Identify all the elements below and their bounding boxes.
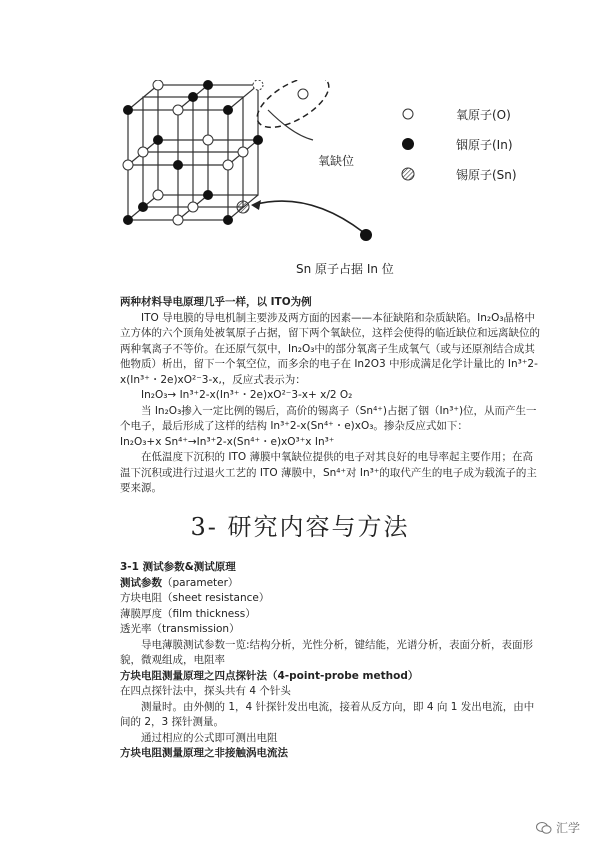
legend-tin-label: 锡原子(Sn) [456, 168, 517, 182]
param-item-en: （film thickness） [162, 607, 256, 620]
params-title: 测试参数 [120, 576, 162, 589]
indium-atom-icon [402, 138, 414, 150]
param-item-en: （transmission） [151, 623, 240, 635]
tin-atom-icon [402, 168, 414, 180]
equation-2: In₂O₃+x Sn⁴⁺→In³⁺2-x(Sn⁴⁺・e)xO³⁺x In³⁺ [120, 435, 335, 448]
substitution-label: Sn 原子占据 In 位 [296, 262, 394, 276]
vacancy-label: 氧缺位 [318, 154, 355, 168]
four-point-text-2: 测量时。由外侧的 1，4 针探针发出电流，接着从反方向，即 4 向 1 发出电流，由中间的 2，3 探针测量。 [120, 700, 535, 728]
oxygen-atom-icon [403, 109, 413, 119]
subsection-title: 3-1 测试参数&测试原理 [120, 561, 236, 573]
four-point-text-1: 在四点探针法中，探头共有 4 个针头 [120, 685, 291, 697]
params-en: （parameter） [162, 576, 239, 589]
equation-1: In₂O₃→ In³⁺2-x(In³⁺・2e)xO²⁻3-x+ x/2 O₂ [141, 389, 353, 401]
overview-text: 导电薄膜测试参数一览:结构分析，光性分析，键结能，光谱分析，表面分析，表面形貌，微观组成，电阻率 [120, 638, 534, 666]
param-item-zh: 方块电阻 [120, 592, 162, 604]
four-point-text-3: 通过相应的公式即可测出电阻 [141, 731, 278, 744]
param-item-en: （sheet resistance） [162, 592, 270, 604]
ito-lattice-figure [118, 80, 538, 280]
chapter-heading: 3- 研究内容与方法 [190, 513, 410, 541]
four-point-title: 方块电阻测量原理之四点探针法（4-point-probe method） [120, 669, 419, 682]
watermark [536, 819, 580, 836]
watermark-text: 汇学 [555, 821, 580, 835]
section-3-1 [120, 560, 540, 762]
paragraph-2: 当 In₂O₃掺入一定比例的锡后，高价的锡离子（Sn⁴⁺)占据了铟（In³⁺)位，从而产生一个电子，最后形成了这样的结构 In³⁺2-x(Sn⁴⁺・e)xO₃。掺杂反应式如下： [120, 404, 537, 432]
legend-indium-label: 铟原子(In) [456, 138, 513, 152]
param-item-zh: 透光率 [120, 623, 152, 635]
legend-oxygen-label: 氧原子(O) [456, 108, 511, 122]
section-title: 两种材料导电原理几乎一样，以 ITO为例 [120, 296, 312, 308]
noncontact-title: 方块电阻测量原理之非接触涡电流法 [120, 747, 288, 759]
ito-conduction-section [120, 295, 540, 497]
wechat-icon [536, 821, 552, 835]
param-item-zh: 薄膜厚度 [120, 607, 162, 620]
paragraph-1: ITO 导电膜的导电机制主要涉及两方面的因素——本征缺陷和杂质缺陷。In₂O₃晶格中立方体的六个顶角处被氧原子占据，留下两个氧缺位，这样会使得的临近缺位和远离缺位的两种氧离子不等价。在还原气氛中，In₂O₃中的部分氧离子生成氧气（或与还原剂结合成其他物质）析出，留下一个氧空位，而多余的电子在 In2O3 中形成满足化学计量比的 In³⁺2-x(In³⁺・2e)xO²⁻3-x,，反应式表示为： [120, 311, 540, 386]
paragraph-3: 在低温度下沉积的 ITO 薄膜中氧缺位提供的电子对其良好的电导率起主要作用；在高温下沉积或进行过退火工艺的 ITO 薄膜中，Sn⁴⁺对 In³⁺的取代产生的电子成为载流子的主要来源。 [120, 451, 537, 494]
